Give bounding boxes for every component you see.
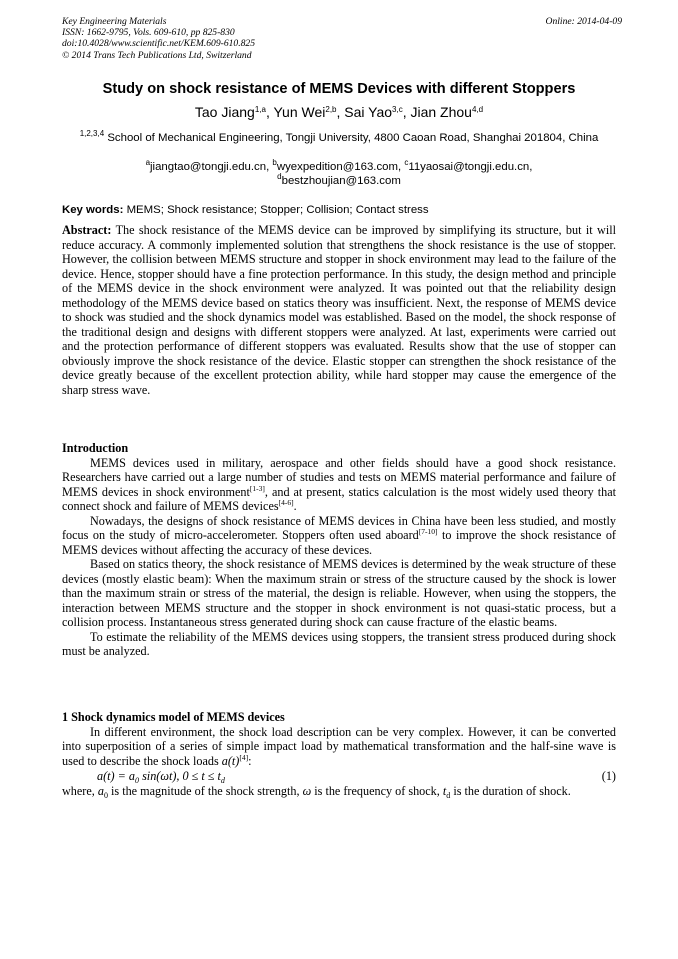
- equation-rhs: sin(ωt), 0 ≤ t ≤ t: [139, 769, 221, 783]
- introduction-section: [62, 441, 616, 659]
- affiliation: [62, 131, 616, 145]
- paragraph: [62, 784, 616, 799]
- author-sup: 4,d: [471, 105, 484, 114]
- math-variable: a(t): [221, 753, 240, 768]
- email-address[interactable]: bestzhoujian@163.com: [281, 175, 401, 188]
- paragraph-text: Nowadays, the designs of shock resistance of MEMS devices in China have been less studied, and mostly focus on the study of micro-accelerometer. Stoppers often used aboard: [62, 513, 616, 542]
- email-address[interactable]: jiangtao@tongji.edu.cn: [150, 161, 267, 173]
- paragraph: [62, 514, 616, 558]
- paper-title: Study on shock resistance of MEMS Devices with different Stoppers: [102, 81, 576, 97]
- math-variable: t: [442, 784, 447, 798]
- copyright-line: © 2014 Trans Tech Publications Ltd, Switzerland: [62, 49, 252, 61]
- email-sep: ,: [529, 161, 533, 173]
- equation-lhs: a(t) = a: [97, 769, 136, 783]
- section-1: [62, 710, 616, 799]
- keywords-label: Key words:: [62, 204, 124, 216]
- author-sep: ,: [265, 104, 274, 120]
- paragraph: Based on statics theory, the shock resistance of MEMS devices is determined by the weak structure of these devices (mostly elastic beam): When the maximum strain or stress of the structure caused by the shock is lower than the maximum strain or stress of the material, the design is reliable. However, when using the stoppers, the interaction between MEMS structure and the stopper in shock environment is not quasi-static process, but a collision process. Instantaneous stress generated during shock can cause fracture of the elastic beams.: [62, 557, 616, 629]
- math-variable: ω: [302, 784, 312, 798]
- author-sup: 1,a: [254, 105, 266, 114]
- email-list: [62, 160, 616, 189]
- paragraph-text: MEMS devices used in military, aerospace and other fields should have a good shock resistance. Researchers have carried out a large number of studies and tests on MEMS material performance and failure of MEMS devices in shock environment: [62, 455, 616, 499]
- author-name: Tao Jiang: [194, 104, 255, 120]
- equation-subscript: 0: [135, 776, 140, 785]
- math-variable: a: [97, 784, 104, 798]
- journal-header: [62, 16, 622, 61]
- author-sep: ,: [402, 104, 411, 120]
- author-name: Yun Wei: [273, 104, 326, 120]
- author-sup: 3,c: [392, 105, 403, 114]
- journal-name: Key Engineering Materials: [62, 16, 167, 27]
- paragraph: To estimate the reliability of the MEMS devices using stoppers, the transient stress produced during shock must be analyzed.: [62, 629, 616, 658]
- abstract-label: Abstract:: [62, 223, 112, 237]
- equation-number: (1): [601, 769, 616, 783]
- affiliation-text: School of Mechanical Engineering, Tongji University, 4800 Caoan Road, Shanghai 201804, China: [104, 132, 599, 144]
- email-sup: b: [272, 158, 277, 167]
- keywords: [62, 203, 616, 217]
- math-subscript: d: [446, 791, 451, 800]
- introduction-heading: Introduction: [62, 441, 129, 455]
- citation: [4]: [239, 752, 249, 762]
- email-sep: ,: [397, 161, 405, 173]
- email-sup: a: [145, 158, 151, 167]
- keywords-text: MEMS; Shock resistance; Stopper; Collision; Contact stress: [123, 204, 429, 216]
- email-sup: d: [277, 172, 282, 182]
- paragraph-text: is the frequency of shock,: [311, 784, 443, 798]
- paragraph-text: :: [248, 753, 252, 768]
- email-sep: ,: [266, 161, 273, 173]
- citation: [1-3]: [249, 483, 265, 493]
- abstract: [62, 223, 616, 397]
- author-sep: ,: [336, 104, 345, 120]
- author-name: Jian Zhou: [410, 104, 472, 120]
- doi-line[interactable]: doi:10.4028/www.scientific.net/KEM.609-610.825: [62, 38, 256, 50]
- paragraph-text: is the duration of shock.: [450, 784, 571, 798]
- paragraph-text: , and at present, statics calculation is the most widely used theory that connect shock and failure of MEMS devices: [62, 484, 617, 513]
- section-1-heading: 1 Shock dynamics model of MEMS devices: [62, 710, 285, 724]
- affiliation-sup: 1,2,3,4: [79, 129, 105, 138]
- paragraph-text: .: [293, 499, 297, 513]
- math-subscript: 0: [103, 791, 108, 800]
- equation-subscript: d: [220, 776, 225, 785]
- email-sup: c: [404, 158, 409, 167]
- paragraph-text: to improve the shock resistance of MEMS devices without affecting the accuracy of these devices.: [62, 528, 616, 557]
- citation: [7-10]: [418, 527, 438, 536]
- author-name: Sai Yao: [344, 104, 393, 120]
- email-address[interactable]: wyexpedition@163.com: [276, 161, 398, 173]
- author-sup: 2,b: [325, 105, 337, 114]
- online-date: Online: 2014-04-09: [545, 16, 622, 27]
- email-address[interactable]: 11yaosai@tongji.edu.cn: [408, 161, 530, 173]
- author-list: [62, 103, 616, 121]
- paragraph: [62, 456, 616, 514]
- equation-1: [62, 768, 616, 784]
- equation-body: [97, 768, 225, 784]
- citation: [4-6]: [278, 498, 294, 507]
- paragraph-text: In different environment, the shock load description can be very complex. However, it can be converted into superposition of a series of simple impact load by mathematical transformation and the half-sine wave is used to describe the shock loads: [62, 724, 616, 768]
- paragraph-text: is the magnitude of the shock strength,: [107, 784, 303, 798]
- paragraph-text: where,: [62, 784, 98, 798]
- paragraph: [62, 725, 616, 769]
- issn-line: ISSN: 1662-9795, Vols. 609-610, pp 825-830: [62, 27, 235, 39]
- abstract-text: The shock resistance of the MEMS device can be improved by simplifying its structure, but it will reduce accuracy. A commonly implemented solution that strengthens the shock resistance is the use of stopper. However, the collision between MEMS structure and stopper in shock environment may lead to the failure of the device. Hence, stopper should have a fine protection performance. In this study, the design method and principle of the MEMS device in the shock environment were analyzed. It was pointed out that the reliability design methodology of the MEMS device based on statics theory was insufficient. Next, the response of MEMS device to shock was studied and the shock dynamics model was established. Based on the model, the shock response of the traditional design and designs with different stoppers were analyzed. At last, experiments were carried out and the protection performance of different stoppers was evaluated. Results show that the use of stopper can obviously improve the shock resistance of the device. Elastic stopper can strengthen the shock resistance of the device greatly because of the excellent protection ability, while hard stopper may cause the emergence of the sharp stress wave.: [62, 223, 616, 397]
